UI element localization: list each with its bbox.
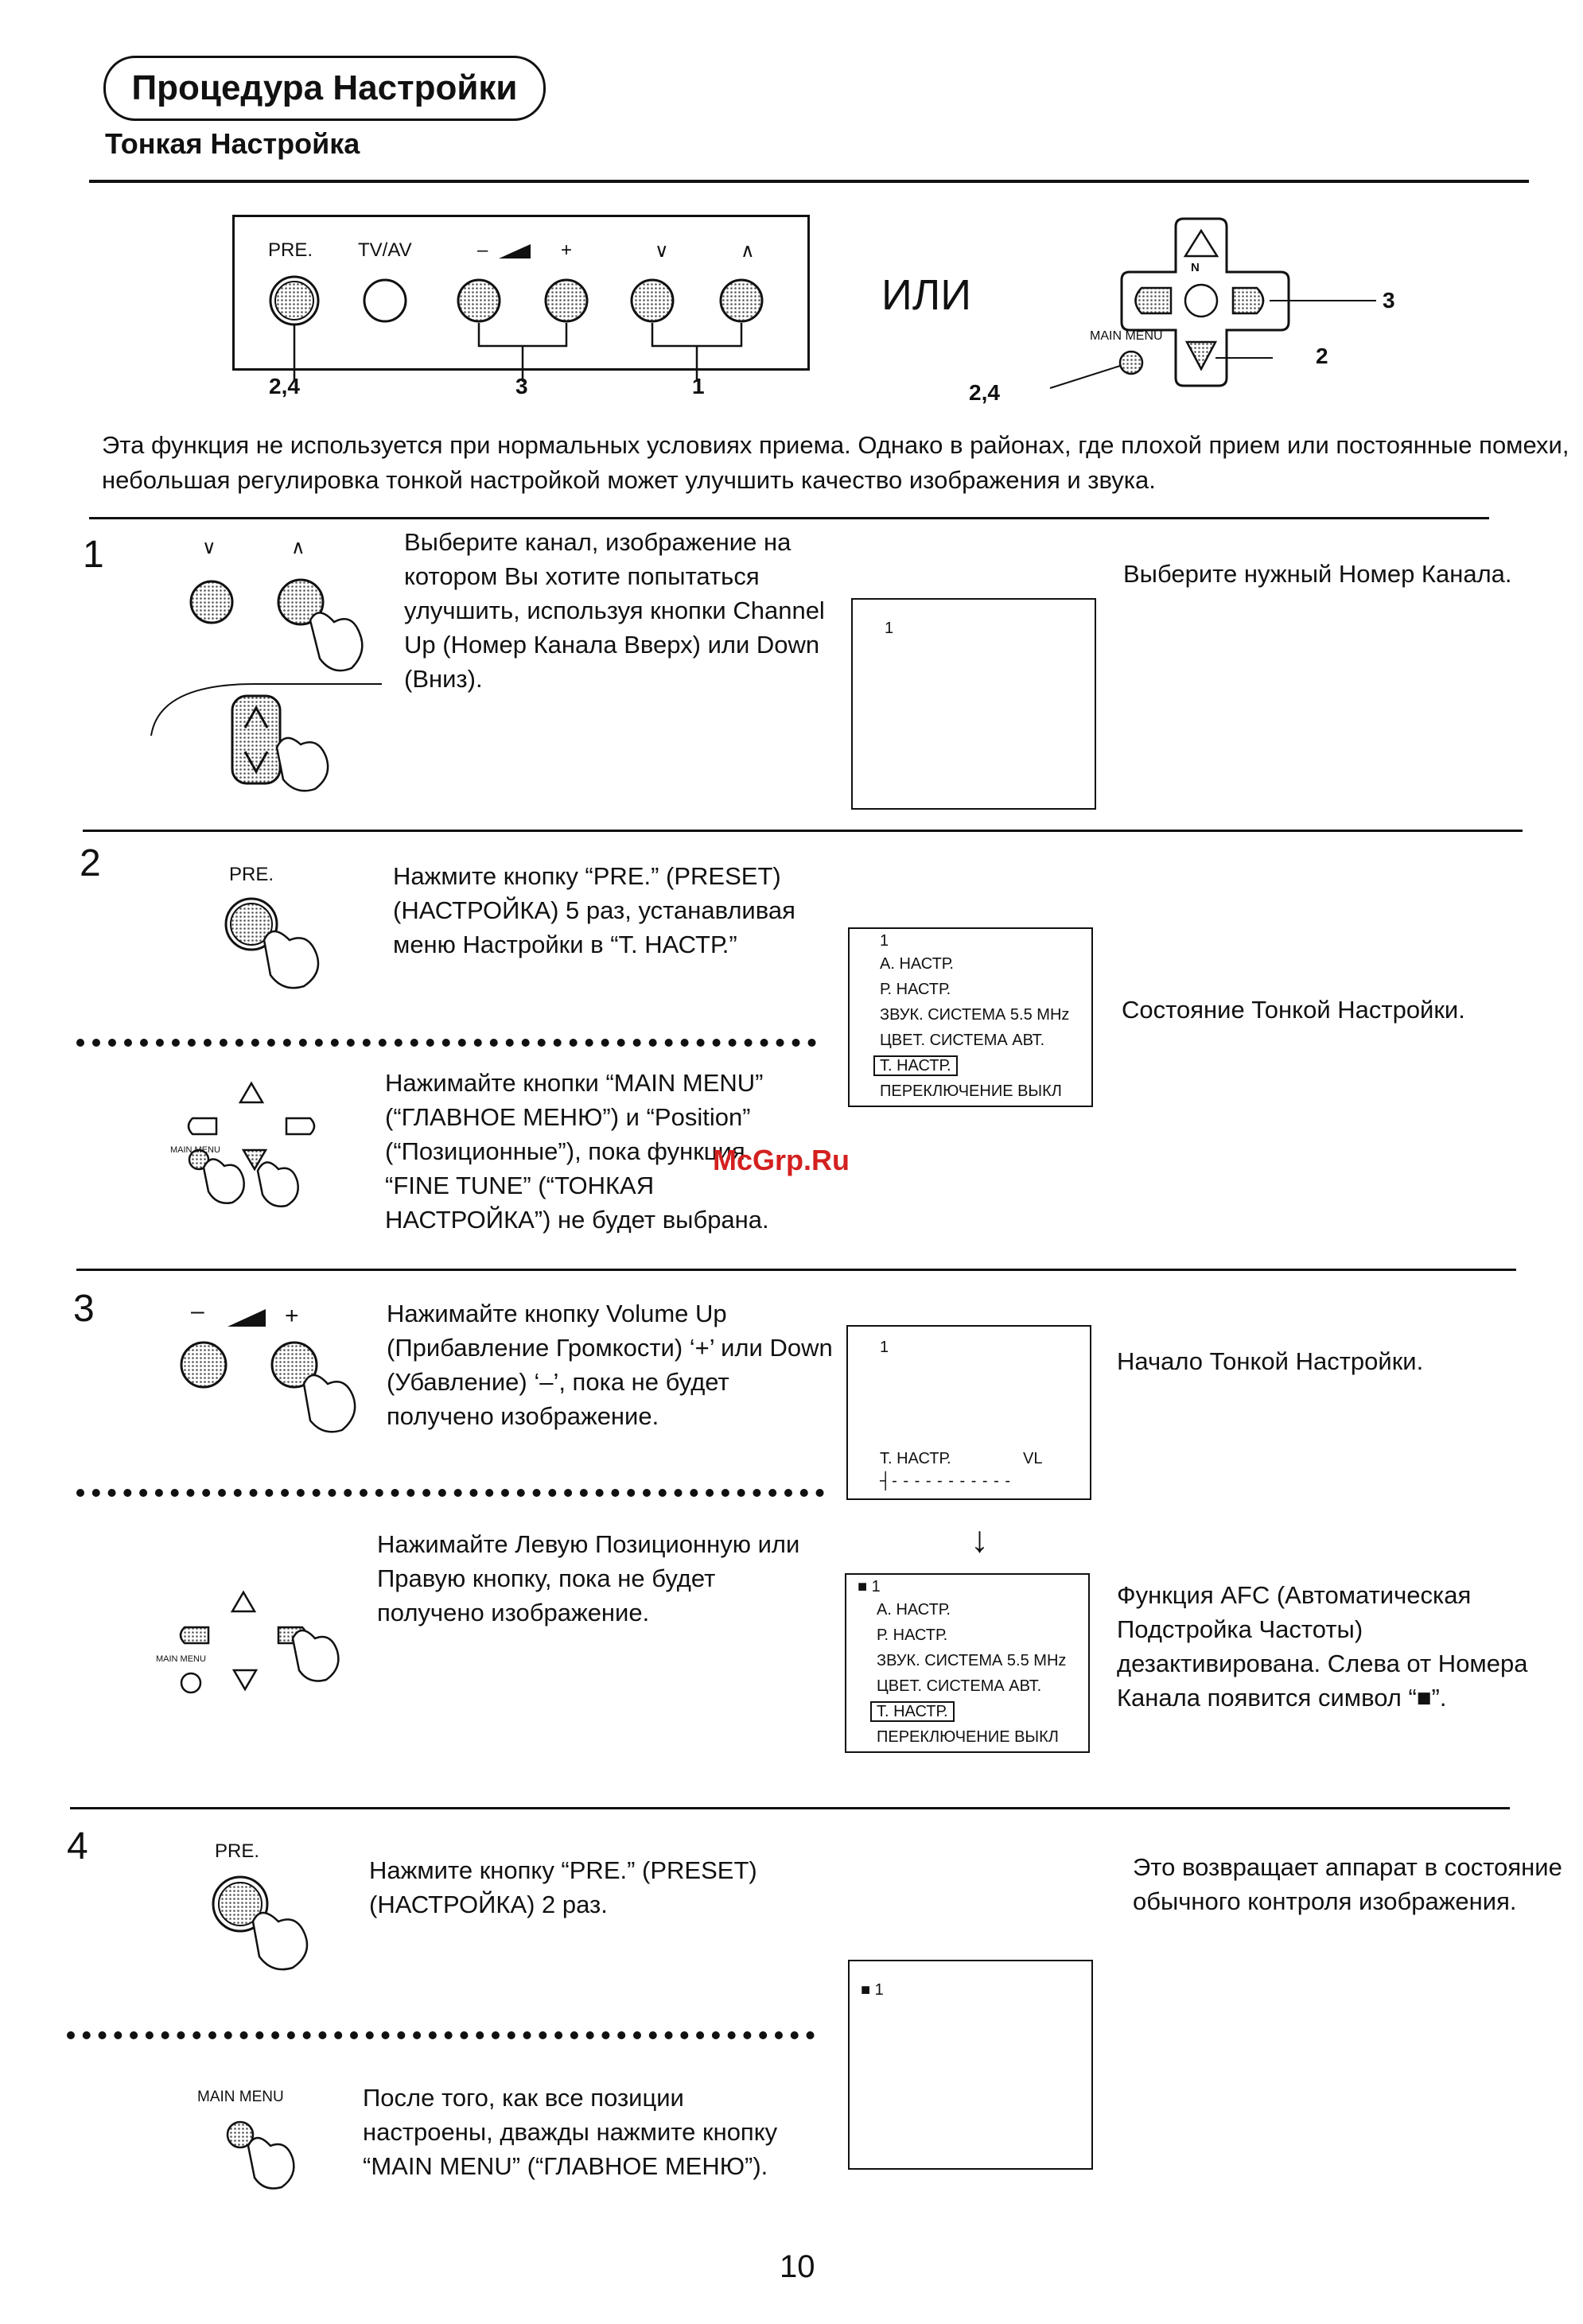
step-1-note: Выберите нужный Номер Канала. bbox=[1123, 560, 1512, 588]
step-3-menu-item: ЦВЕТ. СИСТЕМА АВТ. bbox=[877, 1677, 1042, 1695]
step-2-number: 2 bbox=[80, 842, 101, 884]
step-3-number: 3 bbox=[73, 1288, 95, 1330]
remote-n-label: N bbox=[1191, 261, 1200, 274]
step-3-remote-drawing bbox=[159, 1583, 366, 1702]
step-3-plus-label: + bbox=[285, 1303, 299, 1329]
step-4-text-b: После того, как все позиции настроены, дважды нажмите кнопку “MAIN MENU” (“ГЛАВНОЕ МЕНЮ”). bbox=[363, 2084, 778, 2180]
step-4-pre-button-drawing bbox=[200, 1869, 336, 1988]
panel-ch-up-label: ∧ bbox=[741, 240, 755, 262]
step-2-menu-item: ЦВЕТ. СИСТЕМА АВТ. bbox=[880, 1032, 1045, 1049]
step-4-note: Это возвращает аппарат в состояние обычного контроля изображения. bbox=[1133, 1853, 1562, 1915]
page-number: 10 bbox=[780, 2249, 815, 2284]
step-3-menu-channel: ■ 1 bbox=[858, 1578, 881, 1595]
down-arrow-icon: ↓ bbox=[970, 1518, 989, 1560]
step-3-volume-buttons-drawing bbox=[167, 1320, 374, 1448]
step-4-pre-label: PRE. bbox=[215, 1840, 260, 1862]
step-4-remote-label: MAIN MENU bbox=[197, 2089, 284, 2105]
step-2-menu-channel: 1 bbox=[880, 932, 889, 950]
step-2-note: Состояние Тонкой Настройки. bbox=[1122, 996, 1465, 1024]
page-title bbox=[103, 56, 546, 121]
step-3-screen-vl: VL bbox=[1023, 1450, 1043, 1467]
step-3-tv-screen bbox=[846, 1325, 1091, 1500]
remote-cross-pad bbox=[1002, 207, 1416, 414]
step-3-note-a: Начало Тонкой Настройки. bbox=[1117, 1347, 1424, 1375]
watermark: McGrp.Ru bbox=[713, 1144, 850, 1176]
panel-tvav-label: TV/AV bbox=[358, 239, 412, 261]
step-2-text-a: Нажмите кнопку “PRE.” (PRESET) (НАСТРОЙКА) 5 раз, устанавливая меню Настройки в “Т. НАСТР.” bbox=[393, 862, 795, 958]
step-2-menu-item: Р. НАСТР. bbox=[880, 981, 951, 998]
step-3-text-a: Нажимайте кнопку Volume Up (Прибавление Громкости) ‘+’ или Down (Убавление) ‘–’, пока не будет получено изображение. bbox=[387, 1300, 833, 1430]
page-subtitle: Тонкая Настройка bbox=[105, 127, 360, 160]
step-3-note-b: Функция AFC (Автоматическая Подстройка Частоты) дезактивирована. Слева от Номера Канала появится символ “■”. bbox=[1117, 1581, 1528, 1712]
step-1-number: 1 bbox=[83, 534, 104, 576]
step-1-ch-up-label: ∧ bbox=[291, 537, 305, 558]
or-text: ИЛИ bbox=[881, 271, 972, 319]
step-2-menu-item-selected: Т. НАСТР. bbox=[873, 1055, 958, 1076]
remote-main-menu-label: MAIN MENU bbox=[1090, 329, 1163, 343]
step-2-menu-item: А. НАСТР. bbox=[880, 955, 954, 973]
step-3-menu-item: ПЕРЕКЛЮЧЕНИЕ ВЫКЛ bbox=[877, 1728, 1059, 1746]
step-3-menu-item: ЗВУК. СИСТЕМА 5.5 MHz bbox=[877, 1652, 1067, 1669]
step-3-screen-channel: 1 bbox=[880, 1339, 889, 1356]
step-4-number: 4 bbox=[67, 1825, 88, 1867]
step-2-text-b: Нажимайте кнопки “MAIN MENU” (“ГЛАВНОЕ МЕНЮ”) и “Position” (“Позиционные”), пока функция “FINE TUNE” (“ТОНКАЯ НАСТРОЙКА”) не будет выбрана. bbox=[385, 1069, 769, 1234]
remote-callout-2: 2 bbox=[1316, 344, 1328, 368]
callout-pre: 2,4 bbox=[269, 374, 300, 398]
step-4-dotted-divider bbox=[67, 2031, 815, 2039]
callout-channel: 1 bbox=[692, 374, 705, 398]
intro-paragraph: Эта функция не используется при нормальных условиях приема. Однако в районах, где плохой прием или постоянные помехи, небольшая регулировка тонкой настройкой может улучшить качество изображения и звука. bbox=[102, 431, 1569, 494]
step-3-remote-label: MAIN MENU bbox=[156, 1654, 206, 1664]
step-4-main-menu-drawing bbox=[213, 2111, 317, 2198]
step-3-menu-item: Р. НАСТР. bbox=[877, 1626, 948, 1644]
panel-plus-label: + bbox=[561, 239, 573, 261]
step-2-menu-item: ПЕРЕКЛЮЧЕНИЕ ВЫКЛ bbox=[880, 1082, 1062, 1100]
step-3-rule bbox=[70, 1807, 1510, 1809]
panel-minus-label: – bbox=[477, 239, 488, 261]
step-2-remote-label: MAIN MENU bbox=[170, 1145, 220, 1155]
intro-rule bbox=[89, 517, 1489, 519]
step-3-menu-item-selected: Т. НАСТР. bbox=[870, 1701, 955, 1722]
step-4-screen-channel: ■ 1 bbox=[861, 1981, 884, 1999]
step-1-ch-down-label: ∨ bbox=[202, 537, 216, 558]
header-rule bbox=[89, 180, 1529, 183]
step-3-tuning-bar: ┤- - - - - - - - - - - bbox=[880, 1472, 1011, 1490]
remote-callout-24: 2,4 bbox=[969, 380, 1000, 405]
step-4-tv-screen bbox=[848, 1960, 1093, 2170]
callout-volume: 3 bbox=[515, 374, 528, 398]
step-3-menu-item: А. НАСТР. bbox=[877, 1601, 951, 1619]
step-3-screen-label: Т. НАСТР. bbox=[880, 1450, 951, 1467]
step-2-menu-item: ЗВУК. СИСТЕМА 5.5 MHz bbox=[880, 1006, 1070, 1024]
step-1-text: Выберите канал, изображение на котором Вы хотите попытаться улучшить, используя кнопки Channel Up (Номер Канала Вверх) или Down (Вниз). bbox=[404, 528, 825, 693]
step-2-pre-label: PRE. bbox=[229, 864, 274, 885]
step-1-rule bbox=[83, 830, 1523, 832]
step-2-tv-menu bbox=[848, 927, 1093, 1107]
panel-pre-label: PRE. bbox=[268, 239, 313, 261]
remote-callout-3: 3 bbox=[1383, 288, 1395, 313]
step-1-buttons-drawing bbox=[143, 557, 398, 803]
step-3-minus-label: – bbox=[191, 1298, 204, 1324]
step-1-screen-channel: 1 bbox=[885, 620, 894, 637]
page-title-text: Процедура Настройки bbox=[131, 68, 518, 107]
step-2-dotted-divider bbox=[76, 1039, 816, 1047]
step-2-rule bbox=[76, 1269, 1516, 1271]
panel-ch-down-label: ∨ bbox=[655, 240, 669, 262]
step-3-dotted-divider bbox=[76, 1489, 824, 1497]
step-3-text-b: Нажимайте Левую Позиционную или Правую кнопку, пока не будет получено изображение. bbox=[377, 1530, 800, 1626]
step-4-text-a: Нажмите кнопку “PRE.” (PRESET) (НАСТРОЙКА) 2 раз. bbox=[369, 1856, 757, 1918]
step-3-tv-menu bbox=[845, 1573, 1090, 1753]
step-2-pre-button-drawing bbox=[215, 891, 350, 1002]
step-1-tv-screen bbox=[851, 598, 1096, 810]
